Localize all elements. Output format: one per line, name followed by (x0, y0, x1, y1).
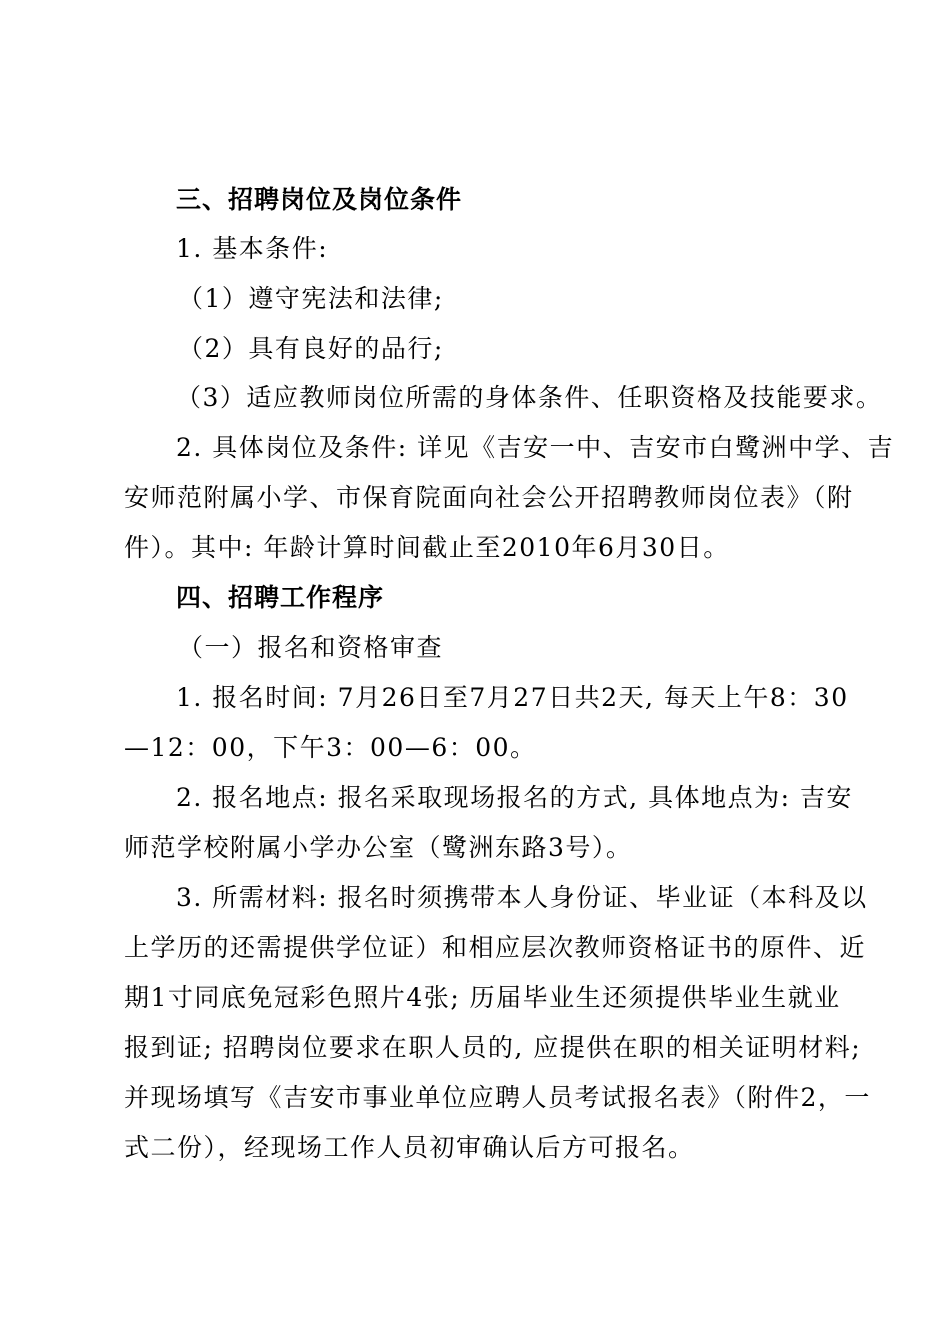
specific-conditions-line: 2. 具体岗位及条件: 详见《吉安一中、吉安市白鹭洲中学、吉 (176, 433, 895, 462)
registration-place-line: 2. 报名地点: 报名采取现场报名的方式, 具体地点为: 吉安 (176, 783, 853, 812)
required-materials-line: 3. 所需材料: 报名时须携带本人身份证、毕业证（本科及以 (176, 883, 868, 912)
registration-time-line: —12：00，下午3：00—6：00。 (124, 733, 537, 762)
specific-conditions-line: 安师范附属小学、市保育院面向社会公开招聘教师岗位表》（附 (124, 483, 854, 512)
required-materials-line: 期1寸同底免冠彩色照片4张; 历届毕业生还须提供毕业生就业 (124, 983, 841, 1012)
sub-heading-registration: （一）报名和资格审查 (178, 633, 444, 662)
section-heading-4: 四、招聘工作程序 (176, 583, 385, 612)
basic-condition-item: （2）具有良好的品行; (178, 334, 444, 363)
basic-conditions-title: 1. 基本条件: (176, 234, 329, 263)
required-materials-line: 并现场填写《吉安市事业单位应聘人员考试报名表》（附件2，一 (124, 1083, 871, 1112)
required-materials-line: 式二份），经现场工作人员初审确认后方可报名。 (124, 1133, 695, 1162)
required-materials-line: 上学历的还需提供学位证）和相应层次教师资格证书的原件、近 (124, 933, 867, 962)
registration-time-line: 1. 报名时间: 7月26日至7月27日共2天, 每天上午8：30 (176, 683, 849, 712)
basic-condition-item: （1）遵守宪法和法律; (178, 284, 444, 313)
basic-condition-item: （3）适应教师岗位所需的身体条件、任职资格及技能要求。 (176, 383, 883, 412)
specific-conditions-line: 件）。其中: 年龄计算时间截止至2010年6月30日。 (124, 533, 730, 562)
section-heading-3: 三、招聘岗位及岗位条件 (176, 185, 463, 214)
registration-place-line: 师范学校附属小学办公室（鹭洲东路3号）。 (124, 833, 633, 862)
required-materials-line: 报到证; 招聘岗位要求在职人员的, 应提供在职的相关证明材料; (124, 1033, 862, 1062)
